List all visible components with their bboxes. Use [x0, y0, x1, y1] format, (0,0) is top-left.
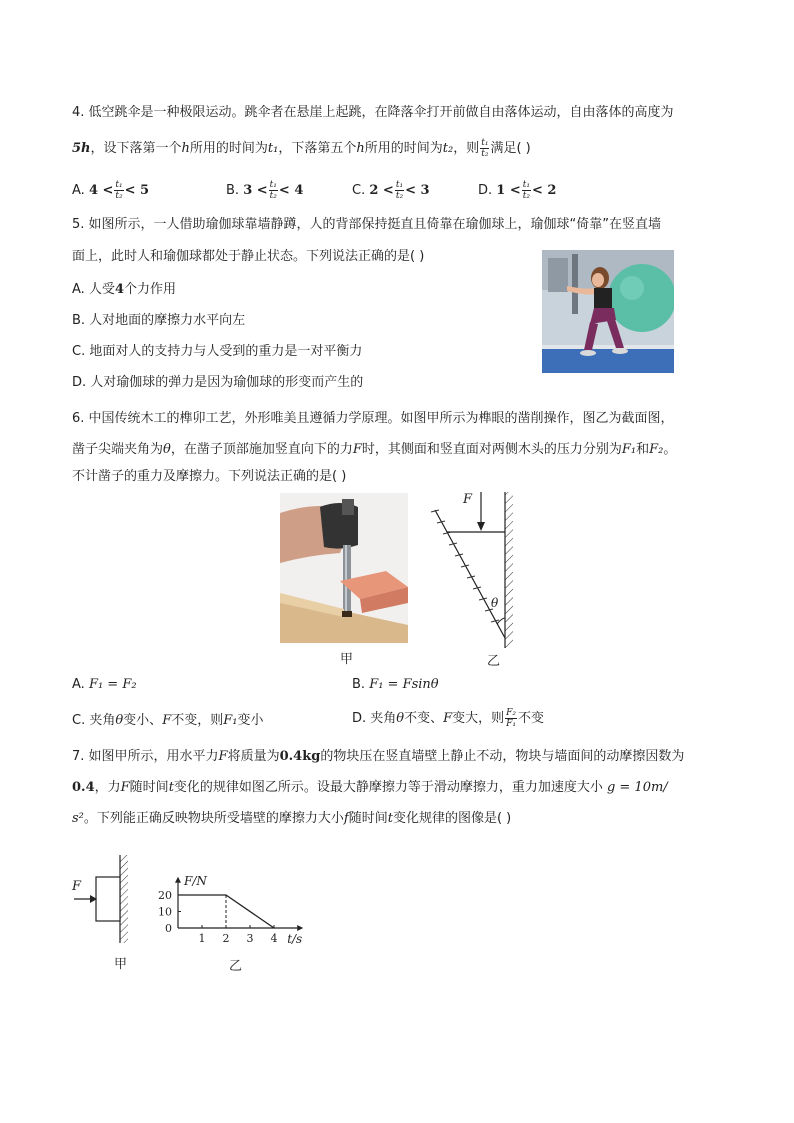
x-tick-label: 3	[246, 932, 254, 945]
block-wall-diagram	[70, 855, 132, 945]
q4-t2: t₂	[442, 141, 454, 156]
q4-text-c: 所用的时间为	[189, 141, 268, 156]
y-axis-arrow	[175, 877, 181, 883]
x-axis-arrow	[297, 925, 303, 931]
x-axis-label: t/s	[287, 932, 303, 946]
q6-option-b[interactable]: B. F₁ = Fsinθ	[352, 677, 439, 692]
q4-text-e: 所用的时间为	[364, 141, 443, 156]
q4-line2	[72, 138, 531, 159]
q7-line2: 0.4，力F随时间t变化的规律如图乙所示。设最大静摩擦力等于滑动摩擦力，重力加速度大小 g = 10m/	[72, 780, 668, 795]
q6-theta: θ	[163, 442, 171, 457]
x-tick-label: 1	[198, 932, 206, 945]
q4-t1: t₁	[267, 141, 279, 156]
q5-option-a[interactable]: A. 人受4个力作用	[72, 282, 176, 297]
y-tick-label: 0	[165, 922, 172, 935]
chisel-photo	[280, 493, 408, 643]
q6-caption-yi: 乙	[487, 654, 501, 669]
q4-5h: 5h	[72, 141, 91, 156]
q6-caption-jia: 甲	[340, 652, 354, 667]
q6-F1: F₁	[621, 442, 637, 457]
q6-option-c[interactable]: C. 夹角θ变小、F不变，则F₁变小	[72, 713, 264, 728]
q5-line1: 5. 如图所示，一人借助瑜伽球靠墙静蹲，人的背部保持挺直且倚靠在瑜伽球上，瑜伽球“倚靠”在竖直墙	[72, 217, 662, 232]
x-tick-label: 2	[222, 932, 230, 945]
q4-option-d[interactable]: D. 1 < $\frac{\text{t₁}}{\text{t₂}}$ < 2	[478, 180, 557, 201]
diagram-F-label: F	[463, 492, 473, 507]
y-axis-label: F/N	[184, 873, 207, 888]
q5-option-c[interactable]: C. 地面对人的支持力与人受到的重力是一对平衡力	[72, 344, 363, 359]
q4-h1: h	[181, 141, 190, 156]
q6-line2: 凿子尖端夹角为θ，在凿子顶部施加竖直向下的力F时，其侧面和竖直面对两侧木头的压力分别为F₁和F₂。	[72, 442, 677, 457]
q4-option-c[interactable]: C. 2 < $\frac{\text{t₁}}{\text{t₂}}$ < 3	[352, 180, 430, 201]
diagram-theta-label: θ	[491, 596, 499, 610]
q5-option-b[interactable]: B. 人对地面的摩擦力水平向左	[72, 313, 246, 328]
q7-line3: s²。下列能正确反映物块所受墙壁的摩擦力大小f随时间t变化规律的图像是( )	[72, 811, 512, 826]
q4-h2: h	[356, 141, 365, 156]
q6-option-a[interactable]: A. F₁ = F₂	[72, 677, 137, 692]
yoga-ball-photo	[542, 250, 674, 373]
q6-option-d[interactable]: D. 夹角θ不变、F变大，则 $\frac{\text{F₂}}{\text{F₁}}$ 不变	[352, 708, 545, 729]
q5-option-d[interactable]: D. 人对瑜伽球的弹力是因为瑜伽球的形变而产生的	[72, 375, 364, 390]
q7-caption-jia: 甲	[114, 957, 128, 972]
q4-option-a[interactable]: A. 4 < $\frac{\text{t₁}}{\text{t₂}}$ < 5	[72, 180, 150, 201]
q7-caption-yi: 乙	[229, 959, 243, 974]
q5-line2: 面上，此时人和瑜伽球都处于静止状态。下列说法正确的是( )	[72, 249, 425, 264]
q4-text-g: 满足( )	[490, 141, 531, 156]
q4-ratio: $\frac{\text{t₁}}{\text{t₂}}$	[481, 138, 489, 159]
y-tick-label: 10	[158, 905, 172, 919]
q4-option-b[interactable]: B. 3 < $\frac{\text{t₁}}{\text{t₂}}$ < 4	[226, 180, 304, 201]
q4-text-f: ，则	[453, 141, 480, 156]
q4-text-d: ，下落第五个	[278, 141, 357, 156]
q6-F: F	[352, 442, 362, 457]
q7-line1: 7. 如图甲所示，用水平力F将质量为0.4kg的物块压在竖直墙壁上静止不动，物块与墙面间的动摩擦因数为	[72, 749, 685, 764]
q6-F2: F₂	[649, 442, 664, 457]
q6-line3: 不计凿子的重力及摩擦力。下列说法正确的是( )	[72, 469, 347, 484]
y-tick-label: 20	[158, 889, 172, 902]
chisel-cross-section-diagram	[425, 490, 525, 650]
q4-text-b: ，设下落第一个	[90, 141, 182, 156]
q4-line1: 4. 低空跳伞是一种极限运动。跳伞者在悬崖上起跳，在降落伞打开前做自由落体运动，自由落体的高度为	[72, 105, 674, 120]
x-tick-label: 4	[270, 932, 278, 945]
block-F-label: F	[72, 879, 82, 894]
q6-line1: 6. 中国传统木工的榫卯工艺，外形唯美且遵循力学原理。如图甲所示为榫眼的凿削操作，图乙为截面图，	[72, 411, 674, 426]
force-time-chart	[150, 832, 320, 950]
